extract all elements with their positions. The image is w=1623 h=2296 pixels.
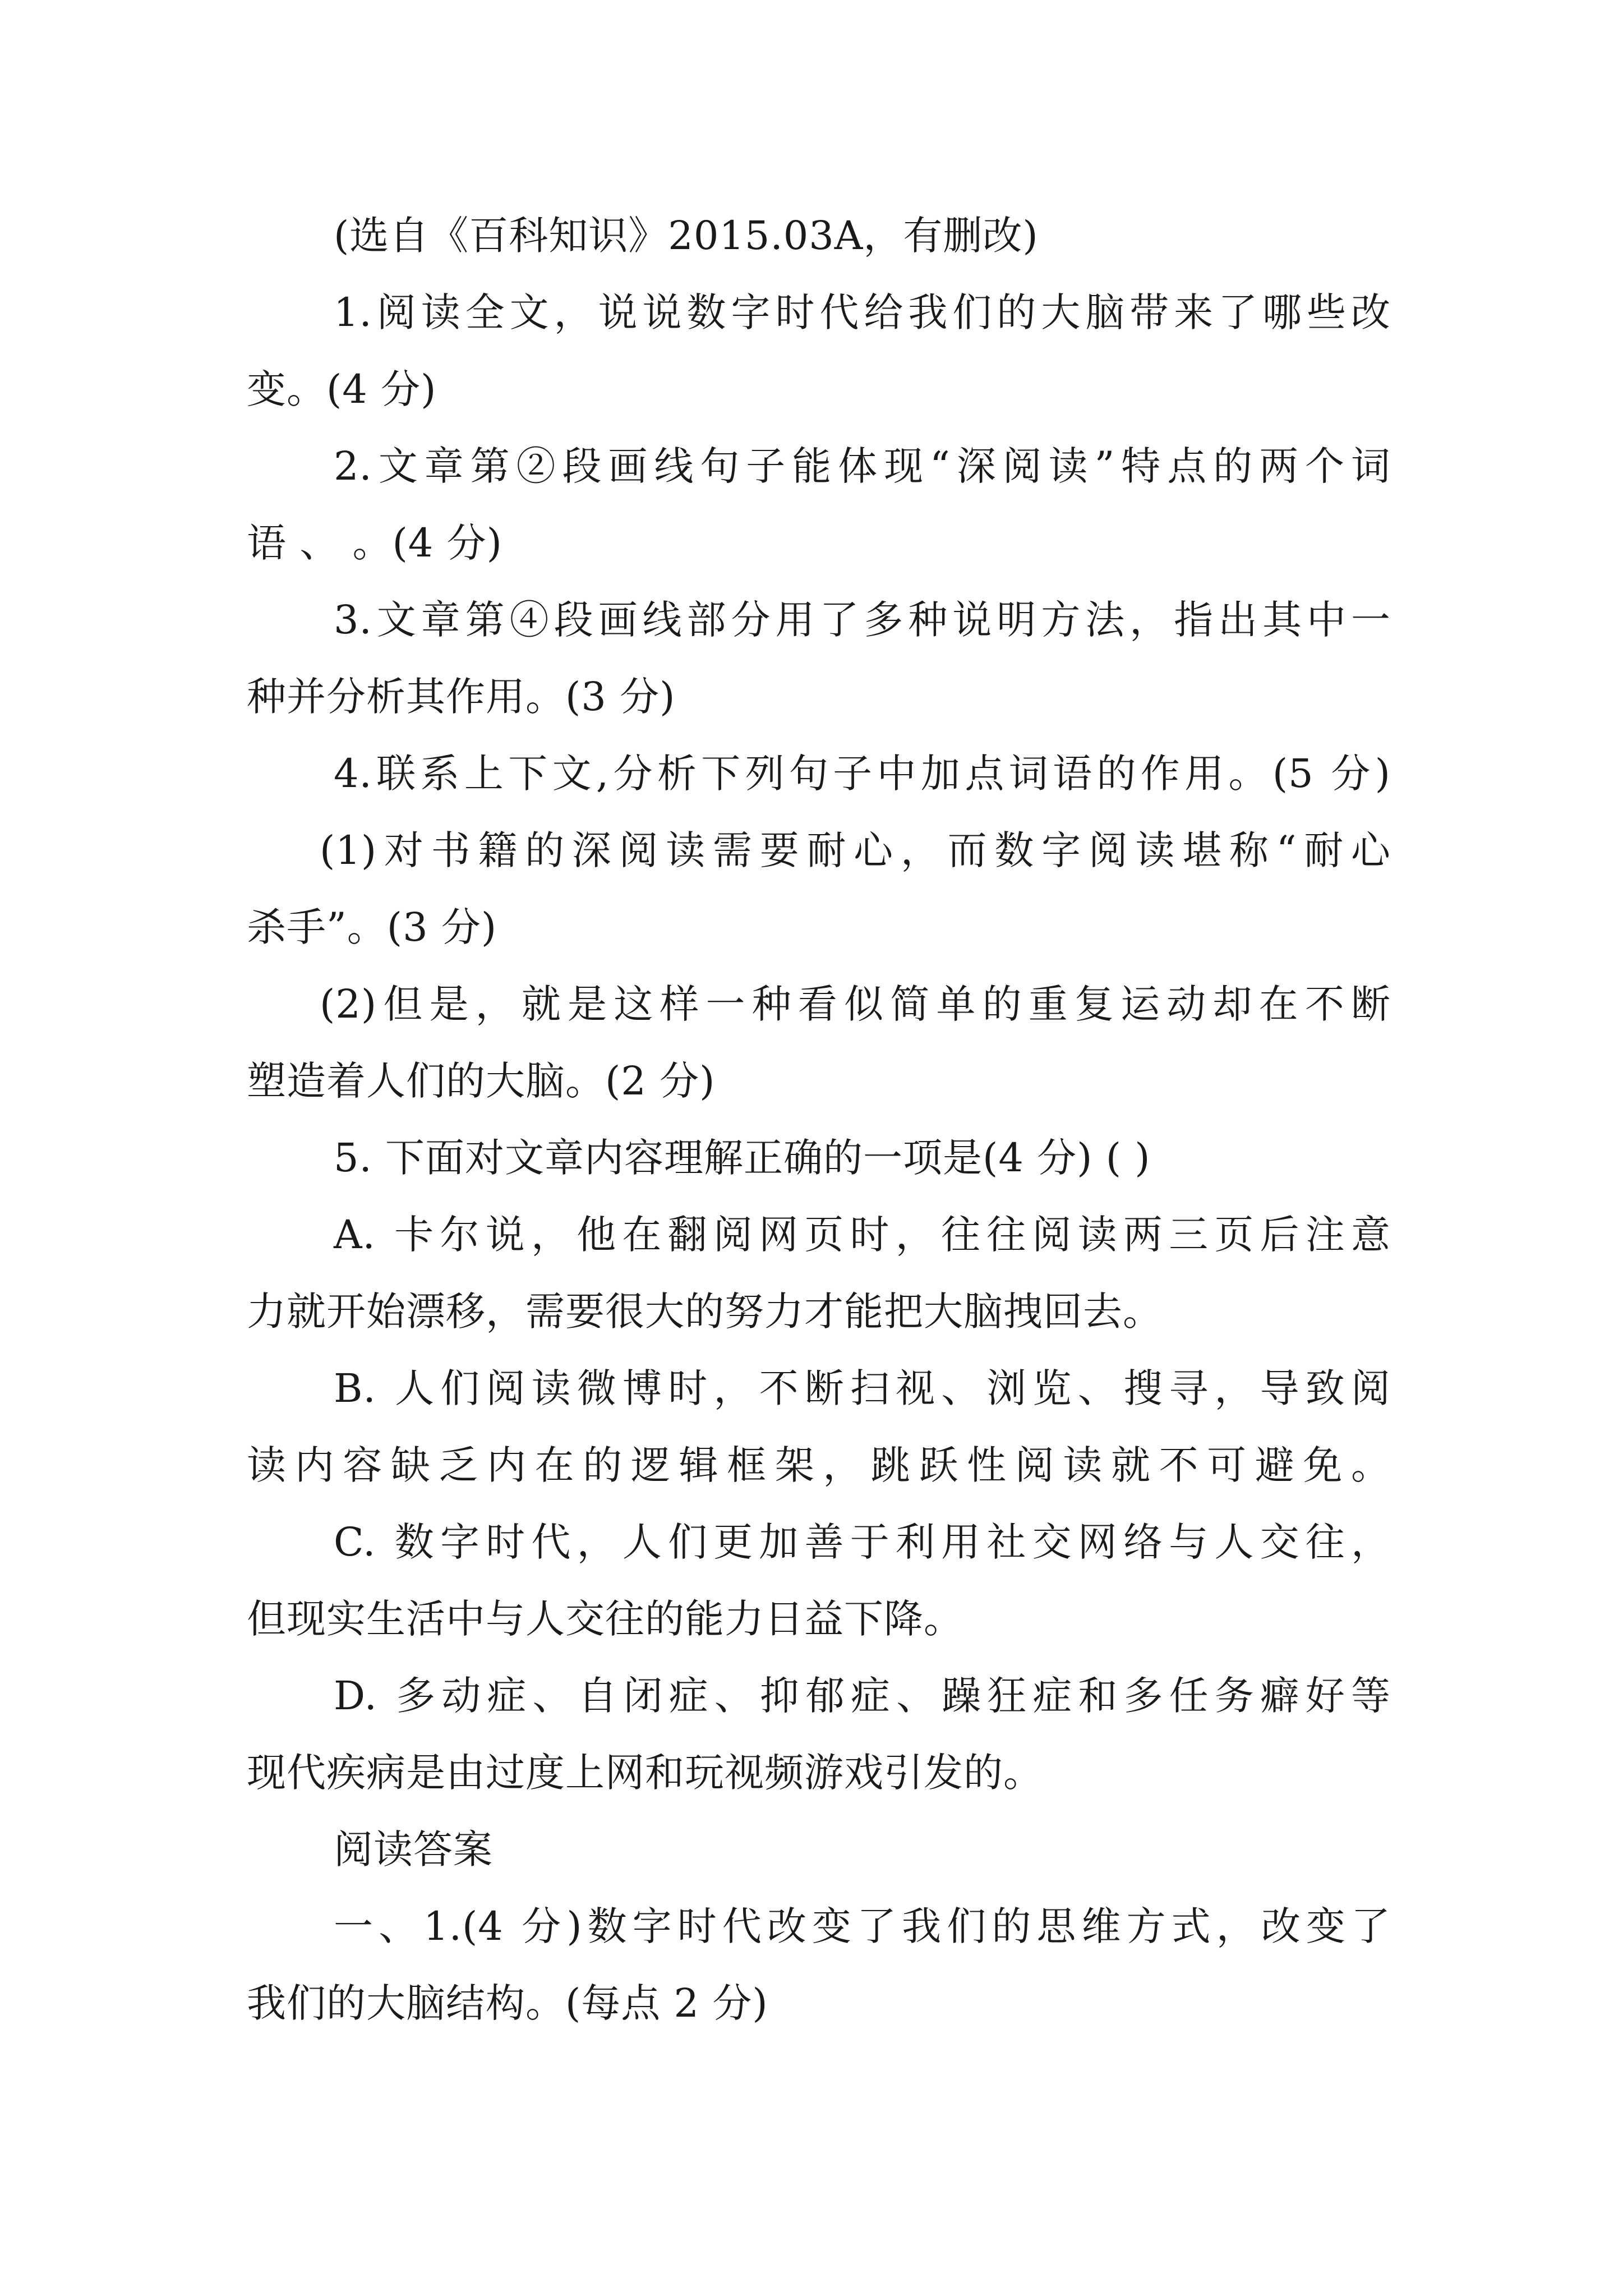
- option-d-line-1: D. 多动症、自闭症、抑郁症、躁狂症和多任务癖好等: [334, 1673, 1391, 1719]
- option-b-line-2: 读内容缺乏内在的逻辑框架，跳跃性阅读就不可避免。: [247, 1442, 1391, 1488]
- question-2-line-2: 语 、 。(4 分): [247, 520, 502, 566]
- option-a-line-2: 力就开始漂移，需要很大的努力才能把大脑拽回去。: [247, 1289, 1163, 1335]
- question-5-stem: 5. 下面对文章内容理解正确的一项是(4 分) ( ): [334, 1135, 1151, 1181]
- answers-heading: 阅读答案: [334, 1826, 493, 1872]
- question-4-sub-1-line-1: (1)对书籍的深阅读需要耐心，而数字阅读堪称“耐心: [320, 827, 1391, 873]
- question-4-stem: 4.联系上下文,分析下列句子中加点词语的作用。(5 分): [334, 751, 1391, 797]
- answer-1-line-1: 一、1.(4 分)数字时代改变了我们的思维方式，改变了: [334, 1903, 1391, 1949]
- document-content: [247, 197, 1391, 2042]
- source-note: (选自《百科知识》2015.03A，有删改): [334, 213, 1039, 259]
- answer-1-line-2: 我们的大脑结构。(每点 2 分): [247, 1980, 768, 2026]
- option-c-line-2: 但现实生活中与人交往的能力日益下降。: [247, 1596, 963, 1642]
- question-2-line-1: 2.文章第②段画线句子能体现“深阅读”特点的两个词: [334, 443, 1391, 489]
- option-b-line-1: B. 人们阅读微博时，不断扫视、浏览、搜寻，导致阅: [334, 1365, 1391, 1411]
- question-4-sub-2-line-1: (2)但是，就是这样一种看似简单的重复运动却在不断: [320, 981, 1391, 1027]
- option-a-line-1: A. 卡尔说，他在翻阅网页时，往往阅读两三页后注意: [334, 1212, 1391, 1258]
- question-4-sub-2-line-2: 塑造着人们的大脑。(2 分): [247, 1058, 716, 1104]
- question-3-line-1: 3.文章第④段画线部分用了多种说明方法，指出其中一: [334, 597, 1391, 643]
- question-3-line-2: 种并分析其作用。(3 分): [247, 674, 676, 720]
- question-4-sub-1-line-2: 杀手”。(3 分): [247, 904, 497, 950]
- option-c-line-1: C. 数字时代，人们更加善于利用社交网络与人交往，: [334, 1519, 1391, 1565]
- question-1-line-2: 变。(4 分): [247, 366, 437, 412]
- option-d-line-2: 现代疾病是由过度上网和玩视频游戏引发的。: [247, 1750, 1043, 1796]
- question-1-line-1: 1.阅读全文，说说数字时代给我们的大脑带来了哪些改: [334, 289, 1391, 335]
